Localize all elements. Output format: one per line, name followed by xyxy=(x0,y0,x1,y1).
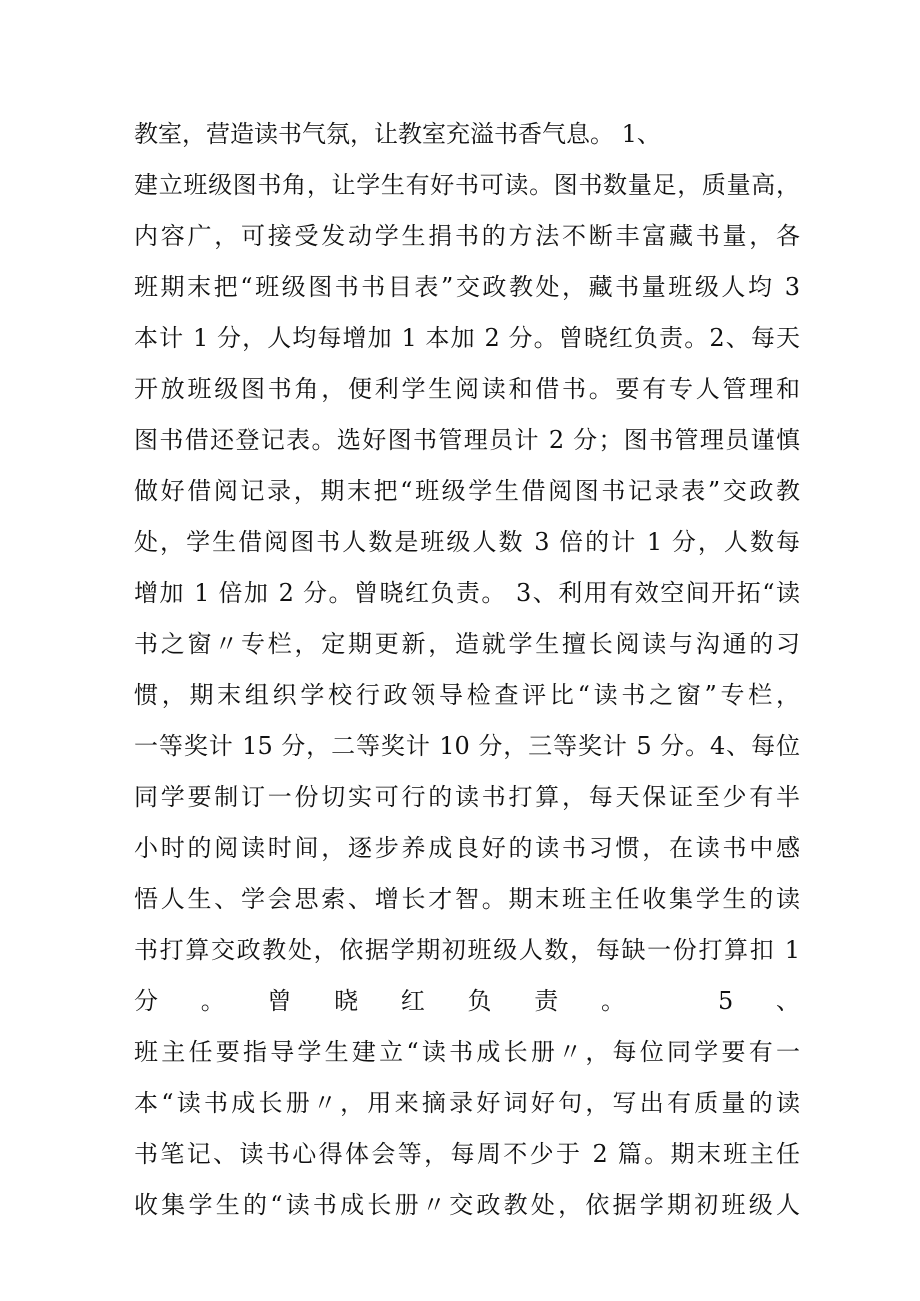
text-line: 本计 1 分，人均每增加 1 本加 2 分。曾晓红负责。2、每天 xyxy=(134,324,800,352)
text-line: 处，学生借阅图书人数是班级人数 3 倍的计 1 分，人数每 xyxy=(134,528,800,556)
text-line: 小时的阅读时间，逐步养成良好的读书习惯，在读书中感 xyxy=(134,834,800,862)
text-line: 建立班级图书角，让学生有好书可读。图书数量足，质量高， xyxy=(134,171,800,199)
text-line: 悟人生、学会思索、增长才智。期末班主任收集学生的读 xyxy=(134,885,800,913)
text-line: 班期末把“班级图书书目表”交政教处，藏书量班级人均 3 xyxy=(134,273,800,301)
text-line: 开放班级图书角，便利学生阅读和借书。要有专人管理和 xyxy=(134,375,800,403)
text-line: 惯，期末组织学校行政领导检查评比“读书之窗”专栏， xyxy=(134,681,800,709)
text-line: 本“读书成长册〃，用来摘录好词好句，写出有质量的读 xyxy=(134,1089,800,1117)
text-line: 教室，营造读书气氛，让教室充溢书香气息。 1、 xyxy=(134,120,661,148)
text-line: 书打算交政教处，依据学期初班级人数，每缺一份打算扣 1 xyxy=(134,936,800,964)
text-line: 分。曾晓红负责。 5、 xyxy=(134,987,800,1015)
text-line: 内容广，可接受发动学生捐书的方法不断丰富藏书量，各 xyxy=(134,222,800,250)
text-line: 同学要制订一份切实可行的读书打算，每天保证至少有半 xyxy=(134,783,800,811)
text-line: 图书借还登记表。选好图书管理员计 2 分；图书管理员谨慎 xyxy=(134,426,800,454)
text-line: 收集学生的“读书成长册〃交政教处，依据学期初班级人 xyxy=(134,1191,800,1219)
text-line: 班主任要指导学生建立“读书成长册〃，每位同学要有一 xyxy=(134,1038,800,1066)
text-line: 做好借阅记录，期末把“班级学生借阅图书记录表”交政教 xyxy=(134,477,800,505)
text-line: 增加 1 倍加 2 分。曾晓红负责。 3、利用有效空间开拓“读 xyxy=(134,579,800,607)
text-line: 书之窗〃专栏，定期更新，造就学生擅长阅读与沟通的习 xyxy=(134,630,800,658)
text-line: 书笔记、读书心得体会等，每周不少于 2 篇。期末班主任 xyxy=(134,1140,800,1168)
body-text xyxy=(134,109,800,1231)
text-line: 一等奖计 15 分，二等奖计 10 分，三等奖计 5 分。4、每位 xyxy=(134,732,800,760)
